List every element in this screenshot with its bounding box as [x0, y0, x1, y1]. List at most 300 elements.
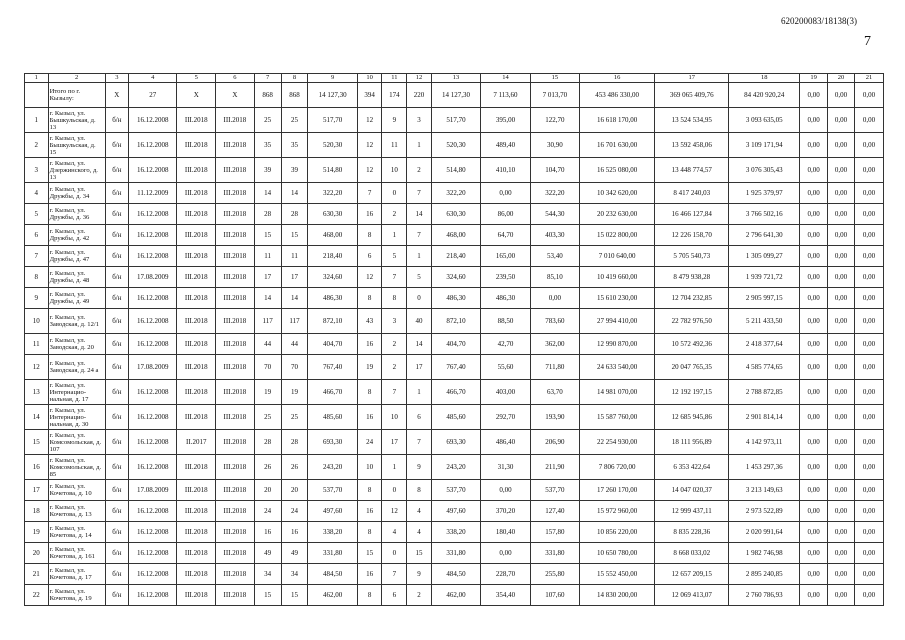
cell-col-1: 13 [25, 380, 49, 405]
cell-col-5: III.2018 [177, 380, 216, 405]
cell-col-13: 485,60 [431, 405, 480, 430]
cell-col-9: 324,60 [308, 267, 357, 288]
cell-col-15: 157,80 [530, 522, 579, 543]
cell-col-8: 28 [281, 204, 308, 225]
cell-col-5: III.2018 [177, 501, 216, 522]
cell-col-4: 16.12.2008 [129, 455, 177, 480]
cell-col-17: 12 192 197,15 [655, 380, 729, 405]
cell-col-12: 9 [407, 564, 432, 585]
cell-col-12: 2 [407, 585, 432, 606]
cell-col-11: 3 [382, 309, 407, 334]
cell-col-2: г. Кызыл, ул. Кочетова, д. 10 [48, 480, 105, 501]
table-row [25, 585, 884, 606]
cell-col-16: 10 419 660,00 [580, 267, 655, 288]
cell-col-20: 20 [828, 74, 855, 83]
housing-register-table [24, 73, 884, 606]
cell-col-5: III.2018 [177, 309, 216, 334]
cell-col-11: 4 [382, 522, 407, 543]
cell-col-18: 4 142 973,11 [729, 430, 800, 455]
cell-col-14: 0,00 [481, 480, 530, 501]
cell-col-3: б/н [105, 225, 129, 246]
cell-col-3: б/н [105, 430, 129, 455]
cell-col-7: 39 [254, 158, 281, 183]
cell-col-3: б/н [105, 204, 129, 225]
cell-col-9: 468,00 [308, 225, 357, 246]
cell-col-18: 2 901 814,14 [729, 405, 800, 430]
cell-col-13: 514,80 [431, 158, 480, 183]
cell-col-1: 1 [25, 74, 49, 83]
table-row [25, 204, 884, 225]
cell-col-16: 7 806 720,00 [580, 455, 655, 480]
cell-col-20: 0,00 [828, 267, 855, 288]
cell-col-4: 16.12.2008 [129, 108, 177, 133]
cell-col-6: III.2018 [216, 204, 255, 225]
cell-col-13: 322,20 [431, 183, 480, 204]
cell-col-21: 0,00 [854, 585, 883, 606]
table-row [25, 501, 884, 522]
cell-col-4: 16.12.2008 [129, 585, 177, 606]
cell-col-21: 0,00 [854, 543, 883, 564]
cell-col-7: 7 [254, 74, 281, 83]
cell-col-12: 14 [407, 204, 432, 225]
cell-col-16: 15 610 230,00 [580, 288, 655, 309]
cell-col-3: б/н [105, 405, 129, 430]
cell-col-13: 630,30 [431, 204, 480, 225]
cell-col-3: б/н [105, 158, 129, 183]
cell-col-3: б/н [105, 380, 129, 405]
column-number-row [25, 74, 884, 83]
cell-col-6: III.2018 [216, 564, 255, 585]
cell-col-18: 84 420 920,24 [729, 83, 800, 108]
cell-col-3: б/н [105, 564, 129, 585]
cell-col-7: 25 [254, 405, 281, 430]
cell-col-20: 0,00 [828, 543, 855, 564]
cell-col-19: 0,00 [800, 522, 828, 543]
cell-col-1: 20 [25, 543, 49, 564]
table-row [25, 543, 884, 564]
cell-col-16: 14 830 200,00 [580, 585, 655, 606]
cell-col-13: 520,30 [431, 133, 480, 158]
cell-col-18: 2 418 377,64 [729, 334, 800, 355]
cell-col-10: 8 [357, 288, 382, 309]
cell-col-11: 1 [382, 455, 407, 480]
cell-col-15: 107,60 [530, 585, 579, 606]
cell-col-20: 0,00 [828, 522, 855, 543]
cell-col-18: 4 585 774,65 [729, 355, 800, 380]
cell-col-16: 15 552 450,00 [580, 564, 655, 585]
cell-col-6: III.2018 [216, 158, 255, 183]
cell-col-8: 17 [281, 267, 308, 288]
cell-col-9: 243,20 [308, 455, 357, 480]
cell-col-16: 16 701 630,00 [580, 133, 655, 158]
cell-col-14: 354,40 [481, 585, 530, 606]
cell-col-1: 3 [25, 158, 49, 183]
cell-col-18: 1 305 099,27 [729, 246, 800, 267]
cell-col-16: 10 342 620,00 [580, 183, 655, 204]
cell-col-4: 16.12.2008 [129, 309, 177, 334]
cell-col-4: 16.12.2008 [129, 133, 177, 158]
cell-col-11: 10 [382, 405, 407, 430]
cell-col-20: 0,00 [828, 133, 855, 158]
cell-col-17: 20 047 765,35 [655, 355, 729, 380]
cell-col-8: 34 [281, 564, 308, 585]
table-row [25, 564, 884, 585]
cell-col-20: 0,00 [828, 83, 855, 108]
cell-col-3: б/н [105, 246, 129, 267]
cell-col-7: 15 [254, 225, 281, 246]
cell-col-17: 5 705 540,73 [655, 246, 729, 267]
cell-col-3: б/н [105, 522, 129, 543]
table-row [25, 133, 884, 158]
cell-col-6: III.2018 [216, 183, 255, 204]
cell-col-20: 0,00 [828, 455, 855, 480]
cell-col-13: 331,80 [431, 543, 480, 564]
cell-col-9: 331,80 [308, 543, 357, 564]
cell-col-5: III.2018 [177, 455, 216, 480]
cell-col-3: б/н [105, 455, 129, 480]
cell-col-8: 28 [281, 430, 308, 455]
cell-col-7: 868 [254, 83, 281, 108]
cell-col-14: 0,00 [481, 543, 530, 564]
cell-col-1: 4 [25, 183, 49, 204]
cell-col-14: 486,40 [481, 430, 530, 455]
cell-col-12: 6 [407, 405, 432, 430]
cell-col-2: г. Кызыл, ул. Кочетова, д. 14 [48, 522, 105, 543]
cell-col-14: 239,50 [481, 267, 530, 288]
cell-col-8: 25 [281, 108, 308, 133]
cell-col-17: 12 069 413,07 [655, 585, 729, 606]
cell-col-15: 53,40 [530, 246, 579, 267]
cell-col-8: 49 [281, 543, 308, 564]
cell-col-18: 2 895 240,85 [729, 564, 800, 585]
cell-col-3: б/н [105, 108, 129, 133]
cell-col-11: 0 [382, 480, 407, 501]
cell-col-21: 0,00 [854, 380, 883, 405]
cell-col-5: III.2018 [177, 158, 216, 183]
cell-col-9: 462,00 [308, 585, 357, 606]
cell-col-9: 404,70 [308, 334, 357, 355]
cell-col-10: 8 [357, 585, 382, 606]
cell-col-18: 1 939 721,72 [729, 267, 800, 288]
cell-col-20: 0,00 [828, 334, 855, 355]
cell-col-2: г. Кызыл, ул. Интернацио-нальная, д. 17 [48, 380, 105, 405]
cell-col-6: III.2018 [216, 334, 255, 355]
cell-col-6: III.2018 [216, 543, 255, 564]
cell-col-11: 0 [382, 543, 407, 564]
cell-col-13: 497,60 [431, 501, 480, 522]
cell-col-8: 117 [281, 309, 308, 334]
cell-col-6: III.2018 [216, 225, 255, 246]
cell-col-21: 0,00 [854, 334, 883, 355]
cell-col-12: 15 [407, 543, 432, 564]
cell-col-15: 537,70 [530, 480, 579, 501]
cell-col-11: 2 [382, 355, 407, 380]
cell-col-15: 331,80 [530, 543, 579, 564]
cell-col-3: б/н [105, 480, 129, 501]
cell-col-15: 63,70 [530, 380, 579, 405]
cell-col-6: III.2018 [216, 267, 255, 288]
cell-col-7: 28 [254, 430, 281, 455]
cell-col-14: 403,00 [481, 380, 530, 405]
cell-col-7: 25 [254, 108, 281, 133]
cell-col-10: 12 [357, 108, 382, 133]
cell-col-3: б/н [105, 585, 129, 606]
cell-col-21: 0,00 [854, 83, 883, 108]
cell-col-19: 0,00 [800, 133, 828, 158]
cell-col-9: 322,20 [308, 183, 357, 204]
cell-col-16: 7 010 640,00 [580, 246, 655, 267]
cell-col-18: 1 453 297,36 [729, 455, 800, 480]
cell-col-13: 13 [431, 74, 480, 83]
cell-col-1: 16 [25, 455, 49, 480]
cell-col-14: 486,30 [481, 288, 530, 309]
cell-col-17: 8 835 228,36 [655, 522, 729, 543]
cell-col-20: 0,00 [828, 246, 855, 267]
table-row [25, 430, 884, 455]
cell-col-16: 20 232 630,00 [580, 204, 655, 225]
cell-col-1: 9 [25, 288, 49, 309]
cell-col-21: 0,00 [854, 455, 883, 480]
cell-col-6: III.2018 [216, 455, 255, 480]
cell-col-18: 2 796 641,30 [729, 225, 800, 246]
cell-col-4: 16.12.2008 [129, 543, 177, 564]
cell-col-7: 70 [254, 355, 281, 380]
cell-col-16: 15 022 800,00 [580, 225, 655, 246]
cell-col-14: 292,70 [481, 405, 530, 430]
cell-col-11: 174 [382, 83, 407, 108]
cell-col-3: б/н [105, 288, 129, 309]
cell-col-2: г. Кызыл, ул. Комсомольская, д. 85 [48, 455, 105, 480]
cell-col-5: III.2018 [177, 183, 216, 204]
cell-col-2: г. Кызыл, ул. Дружбы, д. 36 [48, 204, 105, 225]
cell-col-14: 165,00 [481, 246, 530, 267]
cell-col-14: 7 113,60 [481, 83, 530, 108]
cell-col-12: 4 [407, 501, 432, 522]
cell-col-12: 3 [407, 108, 432, 133]
cell-col-20: 0,00 [828, 405, 855, 430]
document-id: 620200083/18138(3) [781, 16, 857, 26]
cell-col-15: 193,90 [530, 405, 579, 430]
cell-col-18: 2 973 522,89 [729, 501, 800, 522]
cell-col-19: 0,00 [800, 380, 828, 405]
cell-col-20: 0,00 [828, 288, 855, 309]
cell-col-5: III.2018 [177, 288, 216, 309]
cell-col-2: г. Кызыл, ул. Комсомольская, д. 107 [48, 430, 105, 455]
cell-col-5: III.2018 [177, 585, 216, 606]
cell-col-14: 410,10 [481, 158, 530, 183]
cell-col-9: 497,60 [308, 501, 357, 522]
cell-col-4: 16.12.2008 [129, 501, 177, 522]
cell-col-9: 520,30 [308, 133, 357, 158]
cell-col-16: 10 650 780,00 [580, 543, 655, 564]
cell-col-11: 2 [382, 204, 407, 225]
cell-col-9: 537,70 [308, 480, 357, 501]
cell-col-15: 15 [530, 74, 579, 83]
cell-col-17: 18 111 956,89 [655, 430, 729, 455]
cell-col-15: 85,10 [530, 267, 579, 288]
cell-col-1: 21 [25, 564, 49, 585]
table-row [25, 455, 884, 480]
cell-col-4: 16.12.2008 [129, 204, 177, 225]
cell-col-2: г. Кызыл, ул. Кочетова, д. 161 [48, 543, 105, 564]
cell-col-20: 0,00 [828, 380, 855, 405]
cell-col-6: III.2018 [216, 480, 255, 501]
cell-col-17: 8 479 938,28 [655, 267, 729, 288]
cell-col-7: 14 [254, 183, 281, 204]
cell-col-4: 17.08.2009 [129, 267, 177, 288]
total-row [25, 83, 884, 108]
cell-col-1: 8 [25, 267, 49, 288]
cell-col-19: 0,00 [800, 267, 828, 288]
cell-col-7: 28 [254, 204, 281, 225]
cell-col-12: 14 [407, 334, 432, 355]
cell-col-2: г. Кызыл, ул. Дружбы, д. 47 [48, 246, 105, 267]
cell-col-11: 11 [382, 74, 407, 83]
cell-col-2: г. Кызыл, ул. Заводская, д. 12/1 [48, 309, 105, 334]
cell-col-16: 27 994 410,00 [580, 309, 655, 334]
cell-col-10: 16 [357, 334, 382, 355]
cell-col-19: 19 [800, 74, 828, 83]
cell-col-8: 20 [281, 480, 308, 501]
cell-col-15: 0,00 [530, 288, 579, 309]
cell-col-21: 0,00 [854, 355, 883, 380]
cell-col-2: 2 [48, 74, 105, 83]
cell-col-6: III.2018 [216, 405, 255, 430]
cell-col-15: 544,30 [530, 204, 579, 225]
cell-col-9: 514,80 [308, 158, 357, 183]
cell-col-7: 11 [254, 246, 281, 267]
cell-col-9: 767,40 [308, 355, 357, 380]
cell-col-5: III.2018 [177, 355, 216, 380]
cell-col-2: г. Кызыл, ул. Дружбы, д. 42 [48, 225, 105, 246]
cell-col-16: 14 981 070,00 [580, 380, 655, 405]
cell-col-9: 466,70 [308, 380, 357, 405]
cell-col-13: 767,40 [431, 355, 480, 380]
cell-col-13: 14 127,30 [431, 83, 480, 108]
cell-col-4: 16.12.2008 [129, 246, 177, 267]
cell-col-19: 0,00 [800, 225, 828, 246]
cell-col-15: 255,80 [530, 564, 579, 585]
cell-col-7: 35 [254, 133, 281, 158]
cell-col-18: 2 788 872,85 [729, 380, 800, 405]
table-row [25, 183, 884, 204]
cell-col-14: 86,00 [481, 204, 530, 225]
cell-col-2: г. Кызыл, ул. Заводская, д. 20 [48, 334, 105, 355]
cell-col-1: 1 [25, 108, 49, 133]
cell-col-1: 12 [25, 355, 49, 380]
cell-col-14: 55,60 [481, 355, 530, 380]
cell-col-21: 0,00 [854, 267, 883, 288]
table-row [25, 108, 884, 133]
table-row [25, 158, 884, 183]
cell-col-12: 1 [407, 246, 432, 267]
cell-col-15: 104,70 [530, 158, 579, 183]
cell-col-4: 17.08.2009 [129, 480, 177, 501]
table-body [25, 74, 884, 606]
table-row [25, 405, 884, 430]
cell-col-11: 7 [382, 564, 407, 585]
cell-col-9: 693,30 [308, 430, 357, 455]
cell-col-5: III.2018 [177, 480, 216, 501]
cell-col-1: 5 [25, 204, 49, 225]
cell-col-20: 0,00 [828, 585, 855, 606]
cell-col-8: 14 [281, 183, 308, 204]
cell-col-2: Итого по г. Кызылу: [48, 83, 105, 108]
cell-col-7: 117 [254, 309, 281, 334]
cell-col-8: 19 [281, 380, 308, 405]
cell-col-4: 4 [129, 74, 177, 83]
cell-col-16: 15 587 760,00 [580, 405, 655, 430]
cell-col-1: 17 [25, 480, 49, 501]
cell-col-4: 11.12.2009 [129, 183, 177, 204]
cell-col-5: III.2018 [177, 543, 216, 564]
cell-col-20: 0,00 [828, 355, 855, 380]
cell-col-4: 16.12.2008 [129, 288, 177, 309]
cell-col-17: 6 353 422,64 [655, 455, 729, 480]
cell-col-19: 0,00 [800, 501, 828, 522]
cell-col-14: 370,20 [481, 501, 530, 522]
cell-col-14: 0,00 [481, 183, 530, 204]
cell-col-19: 0,00 [800, 585, 828, 606]
cell-col-1: 19 [25, 522, 49, 543]
cell-col-18: 2 760 786,93 [729, 585, 800, 606]
cell-col-6: III.2018 [216, 288, 255, 309]
cell-col-19: 0,00 [800, 288, 828, 309]
cell-col-21: 0,00 [854, 133, 883, 158]
cell-col-5: II.2017 [177, 430, 216, 455]
cell-col-21: 0,00 [854, 183, 883, 204]
cell-col-19: 0,00 [800, 455, 828, 480]
cell-col-14: 31,30 [481, 455, 530, 480]
cell-col-10: 8 [357, 225, 382, 246]
cell-col-2: г. Кызыл, ул. Интернацио-нальная, д. 30 [48, 405, 105, 430]
cell-col-19: 0,00 [800, 334, 828, 355]
cell-col-12: 8 [407, 480, 432, 501]
cell-col-21: 0,00 [854, 158, 883, 183]
cell-col-10: 16 [357, 204, 382, 225]
cell-col-8: 868 [281, 83, 308, 108]
cell-col-6: III.2018 [216, 430, 255, 455]
cell-col-13: 537,70 [431, 480, 480, 501]
cell-col-5: III.2018 [177, 204, 216, 225]
cell-col-19: 0,00 [800, 405, 828, 430]
cell-col-6: III.2018 [216, 108, 255, 133]
cell-col-6: X [216, 83, 255, 108]
cell-col-11: 12 [382, 501, 407, 522]
cell-col-11: 10 [382, 158, 407, 183]
cell-col-21: 0,00 [854, 288, 883, 309]
cell-col-21: 0,00 [854, 501, 883, 522]
table-row [25, 334, 884, 355]
cell-col-15: 783,60 [530, 309, 579, 334]
cell-col-19: 0,00 [800, 246, 828, 267]
cell-col-10: 16 [357, 405, 382, 430]
cell-col-19: 0,00 [800, 108, 828, 133]
cell-col-17: 10 572 492,36 [655, 334, 729, 355]
cell-col-18: 2 905 997,15 [729, 288, 800, 309]
cell-col-9: 338,20 [308, 522, 357, 543]
cell-col-10: 16 [357, 501, 382, 522]
cell-col-14: 489,40 [481, 133, 530, 158]
cell-col-17: 13 448 774,57 [655, 158, 729, 183]
cell-col-9: 486,30 [308, 288, 357, 309]
cell-col-3: 3 [105, 74, 129, 83]
cell-col-7: 16 [254, 522, 281, 543]
cell-col-8: 11 [281, 246, 308, 267]
cell-col-7: 19 [254, 380, 281, 405]
cell-col-5: III.2018 [177, 246, 216, 267]
cell-col-18: 2 020 991,64 [729, 522, 800, 543]
